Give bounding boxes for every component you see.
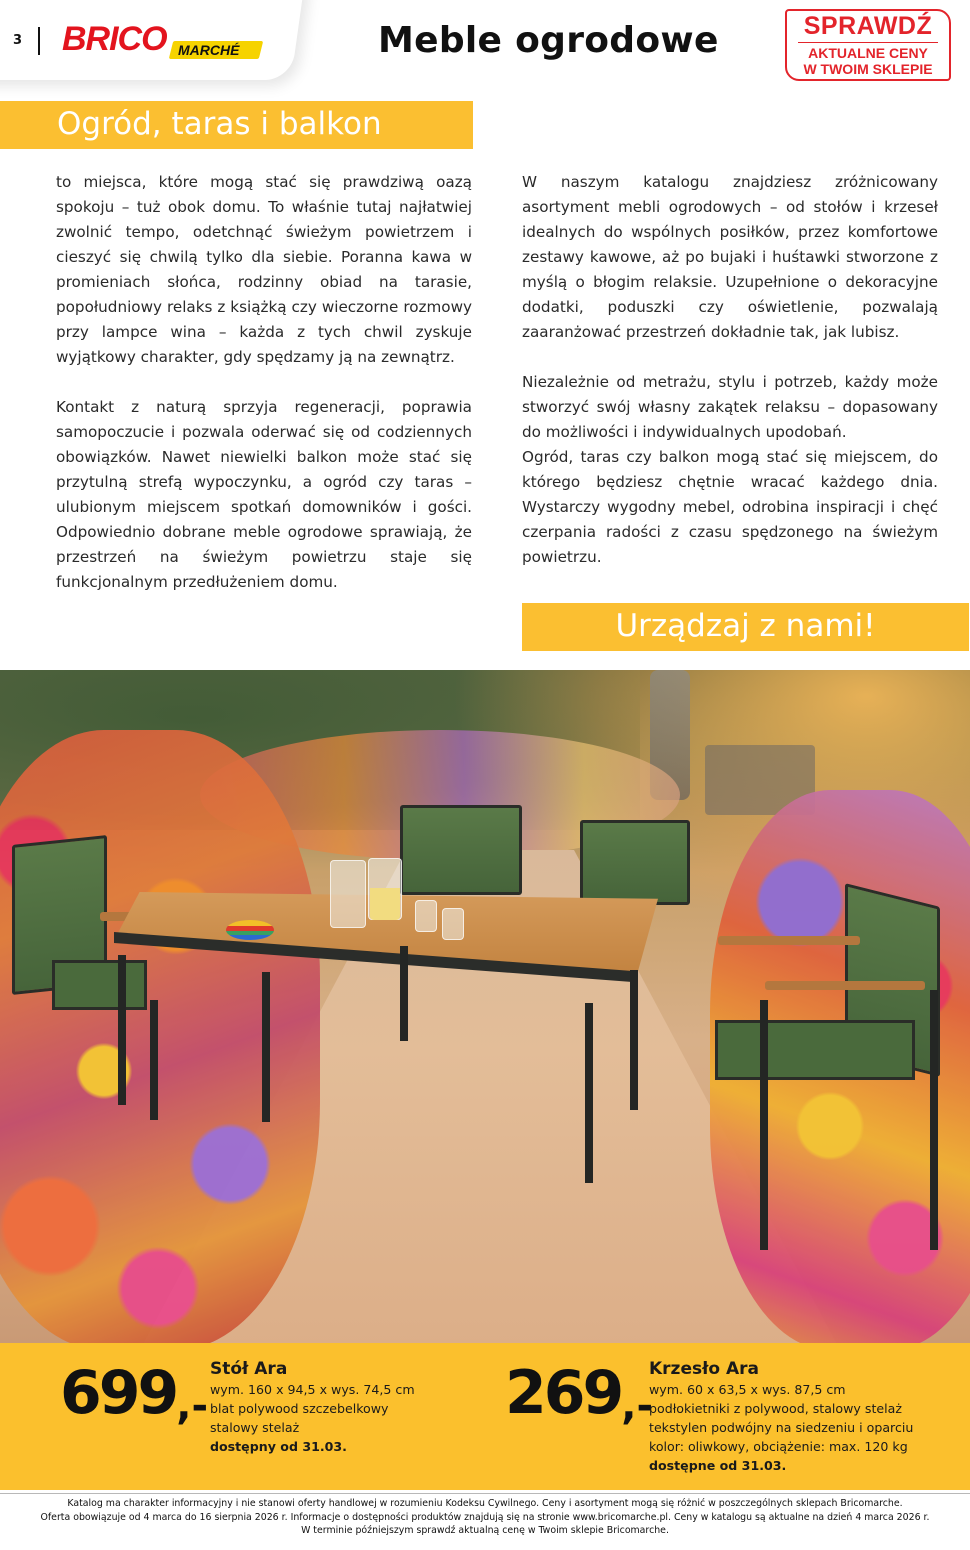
table-leg xyxy=(630,970,638,1110)
chair-armrest xyxy=(765,981,925,990)
stacked-plates xyxy=(226,920,274,940)
paragraph: Kontakt z naturą sprzyja regeneracji, poprawia samopoczucie i pozwala oderwać się od codziennych obowiązków. Nawet niewielki balkon może stać się przytulną strefą wypoczynku, a ogród czy taras – ulubionym miejscem spotkań domowników i gości. Odpowiednio dobrane meble ogrodowe sprawiają, że przestrzeń na świeżym powietrzu staje się funkcjonalnym przedłużeniem domu. xyxy=(56,398,472,591)
badge-divider xyxy=(798,42,938,43)
price-table xyxy=(60,1358,209,1436)
chair-seat xyxy=(715,1020,915,1080)
legal-footer xyxy=(0,1497,970,1538)
product-table-details xyxy=(210,1359,415,1456)
bricomarche-logo[interactable] xyxy=(62,20,262,64)
glass xyxy=(442,908,464,940)
footer-line: W terminie późniejszym sprawdź aktualną cenę w Twoim sklepie Bricomarche. xyxy=(301,1525,669,1536)
product-availability: dostępne od 31.03. xyxy=(649,1458,787,1473)
chair-leg xyxy=(760,1000,768,1250)
product-availability: dostępny od 31.03. xyxy=(210,1439,347,1454)
chair-back xyxy=(400,805,522,895)
chair-back xyxy=(580,820,690,905)
table-leg xyxy=(400,946,408,1041)
table-leg xyxy=(585,1003,593,1183)
product-name: Stół Ara xyxy=(210,1359,288,1379)
paragraph: to miejsca, które mogą stać się prawdziwą oazą spokoju – tuż obok domu. To właśnie tutaj najłatwiej zwolnić tempo, odetchnąć świeżym powietrzem i cieszyć się chwilą tylko dla siebie. Poranna kawa w promieniach słońca, rodzinny obiad na tarasie, popołudniowy relaks z książką czy wieczorne rozmowy przy lampce wina – każda z tych chwil zyskuje wyjątkowy charakter, gdy spędzamy ją na zewnątrz. xyxy=(56,173,472,366)
page-number: 3 xyxy=(13,33,23,48)
product-detail: kolor: oliwkowy, obciążenie: max. 120 kg xyxy=(649,1439,908,1454)
price-chair xyxy=(505,1358,654,1436)
paragraph: Niezależnie od metrażu, stylu i potrzeb, każdy może stworzyć swój własny zakątek relaksu – dopasowany do możliwości i indywidualnych upodobań. xyxy=(522,373,938,441)
product-detail: podłokietniki z polywood, stalowy stelaż xyxy=(649,1401,902,1416)
header-divider xyxy=(38,27,40,55)
chair-leg xyxy=(150,1000,158,1120)
flower-bed-left xyxy=(0,730,320,1343)
garden-furniture-photo xyxy=(0,670,970,1343)
price-value: 269 xyxy=(505,1358,622,1428)
badge-line-1: AKTUALNE CENY xyxy=(808,45,928,61)
chair-seat xyxy=(52,960,147,1010)
intro-text-left xyxy=(56,170,472,595)
glass-vase xyxy=(330,860,366,928)
product-detail: wym. 60 x 63,5 x wys. 87,5 cm xyxy=(649,1382,846,1397)
chair-leg xyxy=(930,990,938,1250)
logo-marche-text: MARCHÉ xyxy=(178,42,240,58)
chair-armrest xyxy=(718,936,860,945)
cta-heading: Urządzaj z nami! xyxy=(522,603,969,651)
footer-divider xyxy=(0,1493,970,1494)
check-prices-badge xyxy=(785,9,951,81)
product-chair-details xyxy=(649,1359,913,1475)
intro-text-right xyxy=(522,170,938,570)
product-detail: blat polywood szczebelkowy xyxy=(210,1401,389,1416)
glass xyxy=(415,900,437,932)
badge-line-2: W TWOIM SKLEPIE xyxy=(803,61,933,77)
footer-line: Oferta obowiązuje od 4 marca do 16 sierpnia 2026 r. Informacje o dostępności produktów znajdują się na stronie www.bricomarche.pl. Ceny w katalogu są aktualne na dzień 4 marca 2026 r. xyxy=(40,1511,930,1523)
page-title: Meble ogrodowe xyxy=(378,20,719,61)
paragraph: Ogród, taras czy balkon mogą stać się miejscem, do którego będziesz chętnie wracać każdego dnia. Wystarczy wygodny mebel, odrobina inspiracji i chęć czerpania radości z czasu spędzonego na świeżym powietrzu. xyxy=(522,448,938,566)
product-name: Krzesło Ara xyxy=(649,1359,760,1379)
price-suffix: ,- xyxy=(621,1383,654,1429)
product-detail: tekstylen podwójny na siedzeniu i oparciu xyxy=(649,1420,914,1435)
lemonade xyxy=(370,888,400,920)
paragraph: W naszym katalogu znajdziesz zróżnicowany asortyment mebli ogrodowych – od stołów i krzeseł idealnych do wspólnych posiłków, przez komfortowe zestawy kawowe, aż po bujaki i huśtawki stworzone z myślą o błogim relaksie. Uzupełnione o dekoracyjne dodatki, poduszki czy oświetlenie, pozwalają zaaranżować przestrzeń dokładnie tak, jak lubisz. xyxy=(522,173,938,341)
table-leg xyxy=(262,972,270,1122)
product-detail: stalowy stelaż xyxy=(210,1420,300,1435)
badge-headline: SPRAWDŹ xyxy=(803,12,933,40)
footer-line: Katalog ma charakter informacyjny i nie stanowi oferty handlowej w rozumieniu Kodeksu Cywilnego. Ceny i asortyment mogą się różnić w poszczególnych sklepach Bricomarche. xyxy=(67,1498,903,1509)
logo-brico-text: BRICO xyxy=(62,20,167,58)
section-heading-garden: Ogród, taras i balkon xyxy=(0,101,473,149)
price-suffix: ,- xyxy=(176,1383,209,1429)
product-detail: wym. 160 x 94,5 x wys. 74,5 cm xyxy=(210,1382,415,1397)
table-leg xyxy=(118,955,126,1105)
price-value: 699 xyxy=(60,1358,177,1428)
